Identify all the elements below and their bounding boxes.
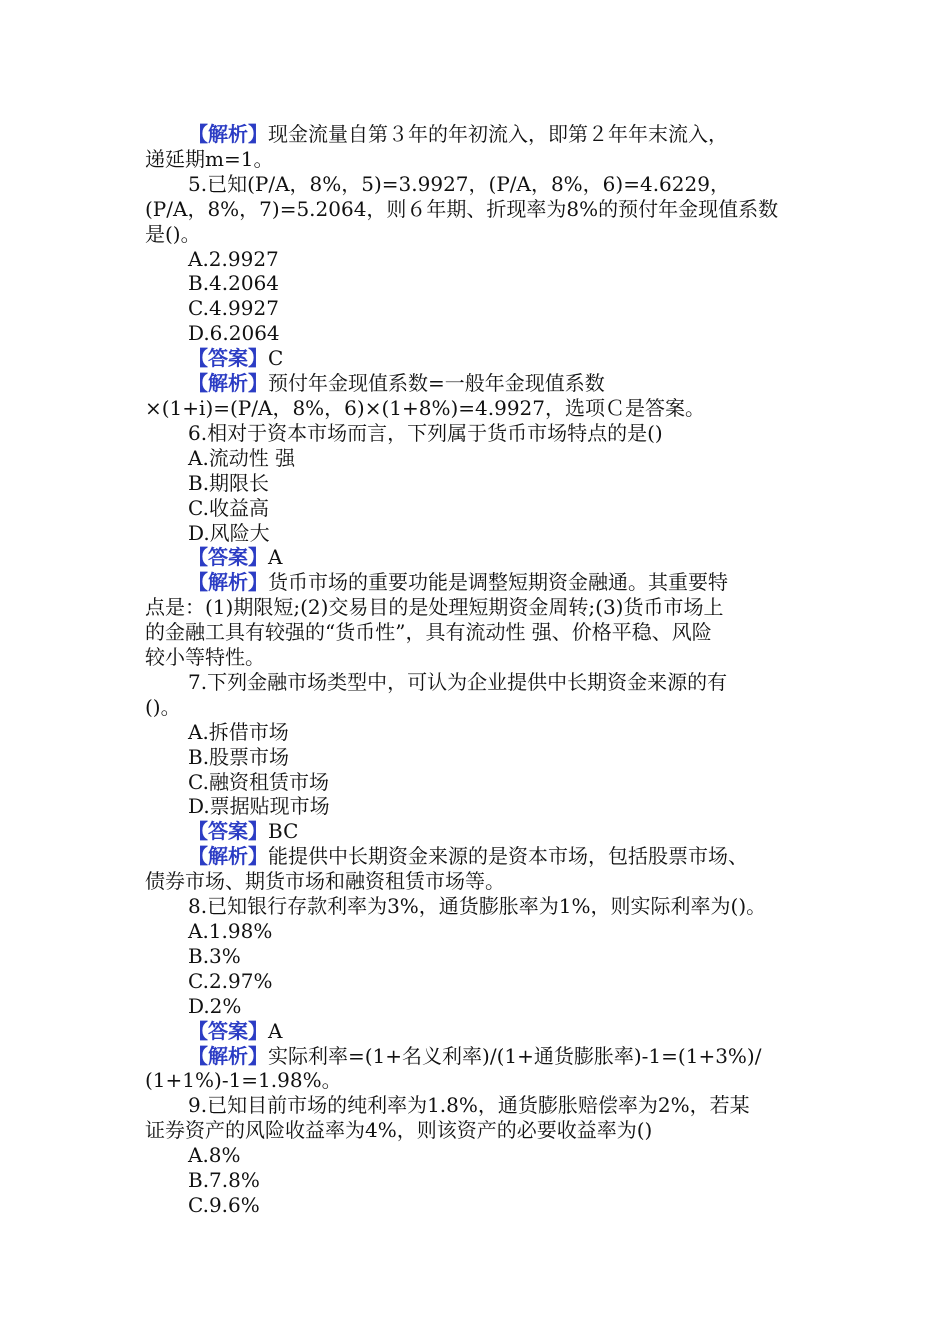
analysis-line [145, 645, 810, 670]
option-line: C.收益高 [188, 495, 269, 520]
option-line: B.7.8% [188, 1168, 260, 1193]
option-line: C.融资租赁市场 [188, 769, 329, 794]
analysis-line-text: 的金融工具有较强的“货币性”，具有流动性 强、价格平稳、风险 [145, 620, 712, 645]
question-line-text: (P/A，8%，7)=5.2064，则６年期、折现率为8%的预付年金现值系数 [145, 196, 779, 221]
question-line-text: 是()。 [145, 221, 201, 246]
answer-text: A [268, 1018, 283, 1043]
question-line-text: ()。 [145, 694, 181, 719]
question-line [145, 222, 810, 247]
answer-text: C [268, 346, 284, 371]
analysis-line-text: 实际利率=(1+名义利率)/(1+通货膨胀率)-1=(1+3%)/ [268, 1043, 762, 1068]
question-line [145, 1093, 810, 1118]
option-line: C.9.6% [188, 1192, 260, 1217]
analysis-line [145, 396, 810, 421]
answer-label: 【答案】 [188, 545, 268, 570]
analysis-line [145, 869, 810, 894]
option-line: C.4.9927 [188, 296, 279, 321]
analysis-line [145, 1068, 810, 1093]
analysis-line [145, 595, 810, 620]
analysis-line [145, 371, 810, 396]
analysis-line-text: 点是：(1)期限短;(2)交易目的是处理短期资金周转;(3)货币市场上 [145, 595, 724, 620]
option-line: D.6.2064 [188, 321, 280, 346]
analysis-label: 【解析】 [188, 122, 268, 146]
option-line: B.3% [188, 943, 241, 968]
analysis-line-text: 能提供中长期资金来源的是资本市场，包括股票市场、 [268, 844, 748, 869]
answer-line [145, 346, 810, 371]
question-line-text: 7.下列金融市场类型中，可认为企业提供中长期资金来源的有 [188, 669, 728, 694]
question-line-text: 5.已知(P/A，8%，5)=3.9927，(P/A，8%，6)=4.6229， [188, 171, 730, 196]
analysis-line-text: 较小等特性。 [145, 645, 265, 670]
option-line: A.流动性 强 [188, 445, 296, 470]
option-line: D.风险大 [188, 520, 270, 545]
question-line-text: 6.相对于资本市场而言，下列属于货币市场特点的是() [188, 420, 663, 445]
answer-line [145, 545, 810, 570]
option-line: C.2.97% [188, 968, 273, 993]
answer-line [145, 1019, 810, 1044]
option-line: B.期限长 [188, 470, 270, 495]
option-line: A.8% [188, 1143, 241, 1168]
analysis-label: 【解析】 [188, 371, 268, 396]
answer-label: 【答案】 [188, 819, 268, 844]
analysis-line [145, 844, 810, 869]
option-line: A.1.98% [188, 919, 273, 943]
analysis-line-text: (1+1%)-1=1.98%。 [145, 1068, 342, 1093]
analysis-label: 【解析】 [188, 570, 268, 595]
question-line-text: 8.已知银行存款利率为3%，通货膨胀率为1%，则实际利率为()。 [188, 894, 767, 919]
option-line: D.2% [188, 993, 242, 1018]
option-line: B.4.2064 [188, 271, 280, 296]
analysis-line-text: 递延期m=1。 [145, 146, 274, 171]
analysis-label: 【解析】 [188, 844, 268, 869]
answer-text: A [268, 545, 283, 570]
analysis-line [145, 122, 810, 147]
analysis-line-text: 现金流量自第３年的年初流入，即第２年年末流入， [268, 122, 728, 146]
question-line [145, 1118, 810, 1143]
analysis-line-text: ×(1+i)=(P/A，8%，6)×(1+8%)=4.9927，选项Ｃ是答案。 [145, 395, 706, 420]
analysis-line [145, 570, 810, 595]
answer-line [145, 819, 810, 844]
analysis-line-text: 货币市场的重要功能是调整短期资金融通。其重要特 [268, 570, 728, 595]
question-line [145, 197, 810, 222]
question-line-text: 9.已知目前市场的纯利率为1.8%，通货膨胀赔偿率为2%，若某 [188, 1093, 750, 1118]
document-body [145, 122, 810, 1218]
analysis-label: 【解析】 [188, 1043, 268, 1068]
analysis-line [145, 1044, 810, 1069]
question-line-text: 证券资产的风险收益率为4%，则该资产的必要收益率为() [145, 1118, 653, 1143]
option-line: B.股票市场 [188, 744, 290, 769]
question-line [145, 695, 810, 720]
option-line: A.2.9927 [188, 246, 279, 271]
answer-label: 【答案】 [188, 1018, 268, 1043]
question-line [145, 670, 810, 695]
question-line [145, 894, 810, 919]
option-line: A.拆借市场 [188, 719, 289, 744]
analysis-line-text: 预付年金现值系数=一般年金现值系数 [268, 371, 605, 396]
question-line [145, 421, 810, 446]
analysis-line [145, 147, 810, 172]
answer-label: 【答案】 [188, 346, 268, 371]
analysis-line [145, 620, 810, 645]
question-line [145, 172, 810, 197]
option-line: D.票据贴现市场 [188, 794, 330, 819]
analysis-line-text: 债券市场、期货市场和融资租赁市场等。 [145, 869, 505, 894]
answer-text: BC [268, 819, 299, 844]
